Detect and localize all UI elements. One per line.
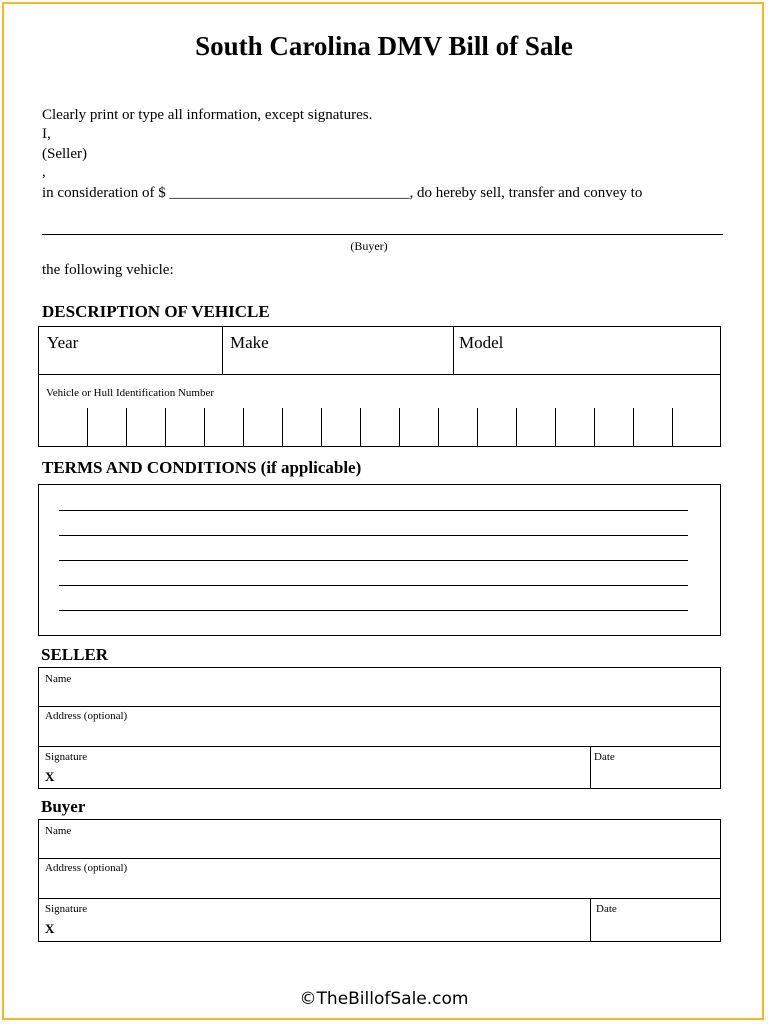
- consideration-line: [42, 185, 642, 202]
- buyer-address-label: Address (optional): [45, 862, 128, 874]
- vin-cell-divider: [282, 408, 283, 447]
- consideration-suffix: , do hereby sell, transfer and convey to: [409, 185, 643, 201]
- terms-section-heading: TERMS AND CONDITIONS (if applicable): [42, 458, 362, 477]
- buyer-address-field[interactable]: [38, 859, 721, 898]
- seller-signature-field[interactable]: [38, 747, 590, 789]
- buyer-section-heading: Buyer: [41, 797, 86, 816]
- consideration-prefix: in consideration of $: [42, 185, 166, 201]
- instruction-text: Clearly print or type all information, except signatures.: [42, 107, 373, 123]
- document-title: South Carolina DMV Bill of Sale: [195, 31, 573, 61]
- make-field-label: Make: [230, 333, 269, 352]
- seller-name-field[interactable]: [38, 667, 721, 706]
- seller-signature-label: Signature: [45, 751, 88, 763]
- vin-cell-divider: [204, 408, 205, 447]
- buyer-name-field[interactable]: [38, 819, 721, 858]
- vin-cell-divider: [633, 408, 634, 447]
- following-vehicle-text: the following vehicle:: [42, 262, 174, 278]
- model-field-label: Model: [459, 333, 504, 352]
- seller-section-heading: SELLER: [41, 645, 109, 664]
- vin-label: Vehicle or Hull Identification Number: [46, 387, 215, 399]
- vin-cell-divider: [399, 408, 400, 447]
- buyer-signature-x: X: [45, 921, 55, 936]
- seller-address-label: Address (optional): [45, 710, 128, 722]
- vin-cell-divider: [594, 408, 595, 447]
- vin-cell-divider: [243, 408, 244, 447]
- vin-cell-divider: [672, 408, 673, 447]
- seller-signature-x: X: [45, 769, 55, 784]
- vin-cell-divider: [477, 408, 478, 447]
- vehicle-section-heading: DESCRIPTION OF VEHICLE: [42, 302, 270, 321]
- terms-line: [59, 535, 688, 536]
- buyer-date-label: Date: [596, 903, 617, 915]
- vin-cell-divider: [321, 408, 322, 447]
- seller-date-label: Date: [594, 751, 615, 763]
- consideration-amount-field[interactable]: ________________________________: [169, 185, 410, 201]
- vin-cell-divider: [360, 408, 361, 447]
- terms-line: [59, 610, 688, 611]
- vin-cell-divider: [126, 408, 127, 447]
- make-field[interactable]: [223, 326, 453, 374]
- buyer-name-line[interactable]: [42, 234, 723, 235]
- terms-line: [59, 585, 688, 586]
- vin-cell-divider: [87, 408, 88, 447]
- seller-date-field[interactable]: [591, 747, 721, 789]
- copyright-footer: ©TheBillofSale.com: [299, 989, 469, 1009]
- terms-line: [59, 560, 688, 561]
- vin-cell-divider: [555, 408, 556, 447]
- seller-caption: (Seller): [42, 146, 87, 162]
- vin-cell-divider: [165, 408, 166, 447]
- seller-address-field[interactable]: [38, 707, 721, 746]
- terms-line: [59, 510, 688, 511]
- buyer-signature-label: Signature: [45, 903, 88, 915]
- vehicle-row-divider: [38, 374, 721, 375]
- vin-cell-divider: [516, 408, 517, 447]
- buyer-signature-field[interactable]: [38, 899, 590, 942]
- year-field-label: Year: [47, 333, 79, 352]
- seller-name-label: Name: [45, 673, 72, 685]
- i-label: I,: [42, 126, 51, 142]
- year-field[interactable]: [38, 326, 222, 374]
- comma-text: ,: [42, 164, 46, 180]
- buyer-date-field[interactable]: [591, 899, 721, 942]
- buyer-caption: (Buyer): [350, 239, 388, 253]
- vin-cell-divider: [438, 408, 439, 447]
- model-field[interactable]: [454, 326, 721, 374]
- buyer-name-label: Name: [45, 825, 72, 837]
